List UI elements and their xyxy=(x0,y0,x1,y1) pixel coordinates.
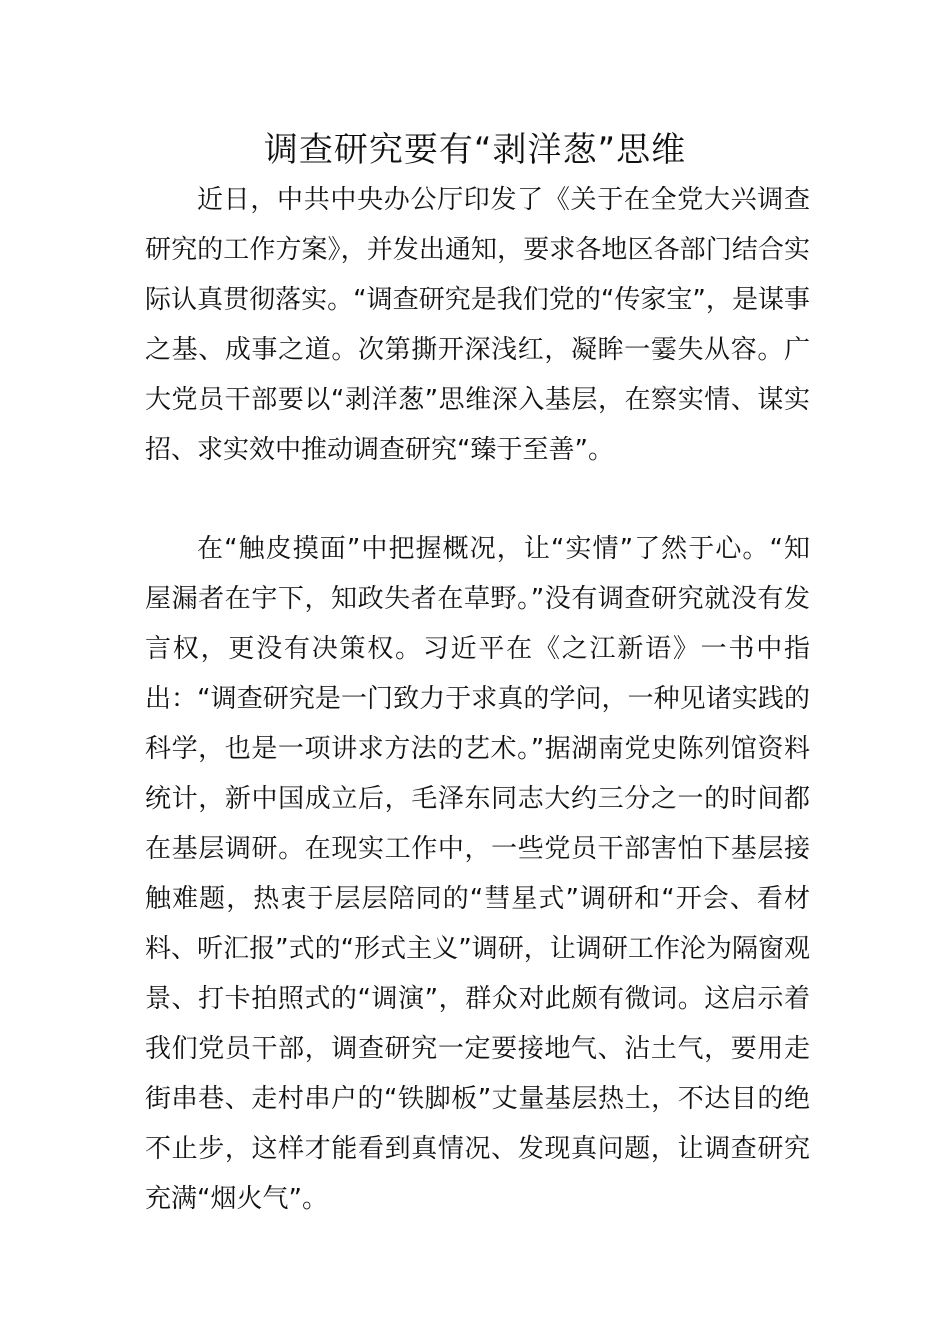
paragraph-body: 在“触皮摸面”中把握概况，让“实情”了然于心。“知屋漏者在宇下，知政失者在草野。”没有调查研究就没有发言权，更没有决策权。习近平在《之江新语》一书中指出：“调查研究是一门致力于求真的学问，一种见诸实践的科学，也是一项讲求方法的艺术。”据湖南党史陈列馆资料统计，新中国成立后，毛泽东同志大约三分之一的时间都在基层调研。在现实工作中，一些党员干部害怕下基层接触难题，热衷于层层陪同的“彗星式”调研和“开会、看材料、听汇报”式的“形式主义”调研，让调研工作沦为隔窗观景、打卡拍照式的“调演”，群众对此颇有微词。这启示着我们党员干部，调查研究一定要接地气、沾土气，要用走街串巷、走村串户的“铁脚板”丈量基层热土，不达目的绝不止步，这样才能看到真情况、发现真问题，让调查研究充满“烟火气”。 xyxy=(145,534,810,1214)
paragraph-intro: 近日，中共中央办公厅印发了《关于在全党大兴调查研究的工作方案》，并发出通知，要求各地区各部门结合实际认真贯彻落实。“调查研究是我们党的“传家宝”，是谋事之基、成事之道。次第撕开深浅红，凝眸一霎失从容。广大党员干部要以“剥洋葱”思维深入基层，在察实情、谋实招、求实效中推动调查研究“臻于至善”。 xyxy=(145,185,810,465)
document-title: 调查研究要有“剥洋葱”思维 xyxy=(263,130,687,170)
